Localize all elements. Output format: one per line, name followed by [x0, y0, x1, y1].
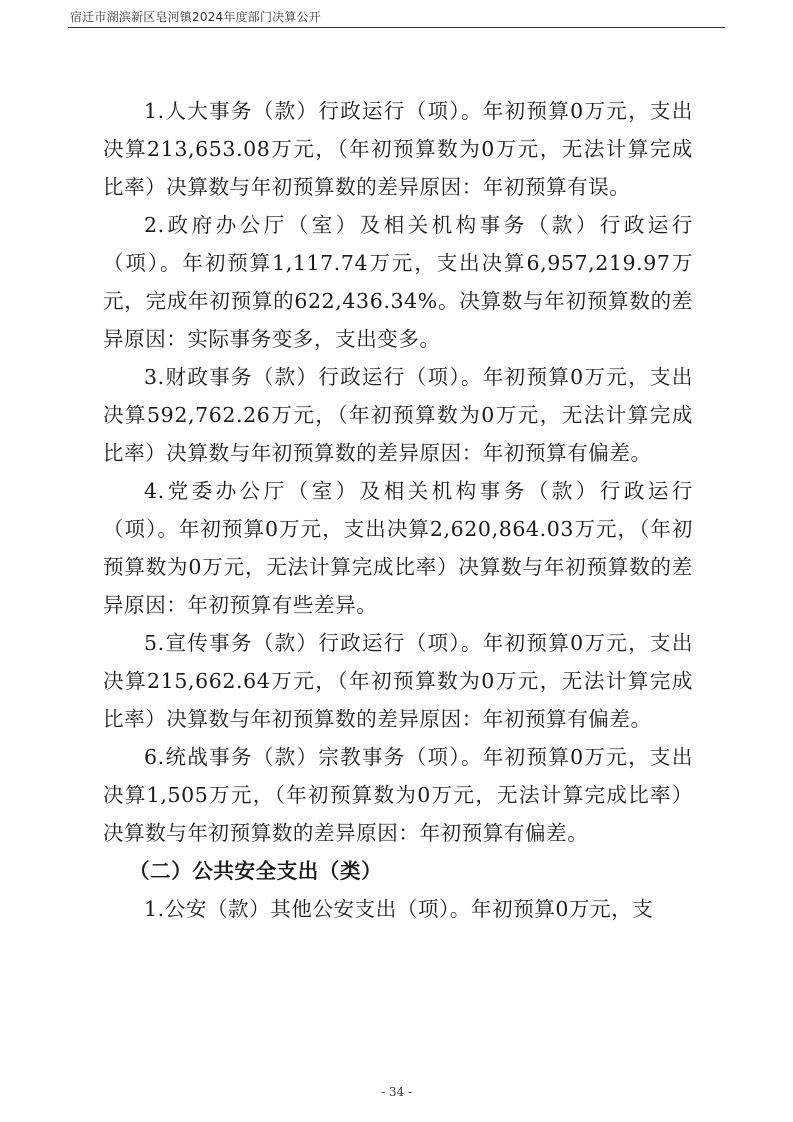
section-heading: （二）公共安全支出（类）: [129, 859, 383, 883]
header-divider: [68, 27, 725, 28]
section-paragraph-1: 1.公安（款）其他公安支出（项）。年初预算0万元，支: [144, 897, 654, 921]
paragraph-item-2: 2.政府办公厅（室）及相关机构事务（款）行政运行（项）。年初预算1,117.74万元，支出决算6,957,219.97万元，完成年初预算的622,436.34%。决算数与年初预算数的差异原因：实际事务变多，支出变多。: [103, 213, 693, 351]
page-header-title: 宿迁市湖滨新区皂河镇2024年度部门决算公开: [70, 10, 321, 24]
paragraph-item-4: 4.党委办公厅（室）及相关机构事务（款）行政运行（项）。年初预算0万元，支出决算2,620,864.03万元，（年初预算数为0万元，无法计算完成比率）决算数与年初预算数的差异原因：年初预算有些差异。: [103, 479, 693, 617]
paragraph-item-3: 3.财政事务（款）行政运行（项）。年初预算0万元，支出决算592,762.26万元，（年初预算数为0万元，无法计算完成比率）决算数与年初预算数的差异原因：年初预算有偏差。: [103, 365, 693, 465]
document-body: [103, 92, 693, 928]
paragraph-item-5: 5.宣传事务（款）行政运行（项）。年初预算0万元，支出决算215,662.64万元，（年初预算数为0万元，无法计算完成比率）决算数与年初预算数的差异原因：年初预算有偏差。: [103, 631, 693, 731]
page-number: - 34 -: [380, 1085, 412, 1099]
paragraph-item-1: 1.人大事务（款）行政运行（项）。年初预算0万元，支出决算213,653.08万元，（年初预算数为0万元，无法计算完成比率）决算数与年初预算数的差异原因：年初预算有误。: [103, 99, 693, 199]
paragraph-item-6: 6.统战事务（款）宗教事务（项）。年初预算0万元，支出决算1,505万元，（年初预算数为0万元，无法计算完成比率）决算数与年初预算数的差异原因：年初预算有偏差。: [103, 745, 693, 845]
